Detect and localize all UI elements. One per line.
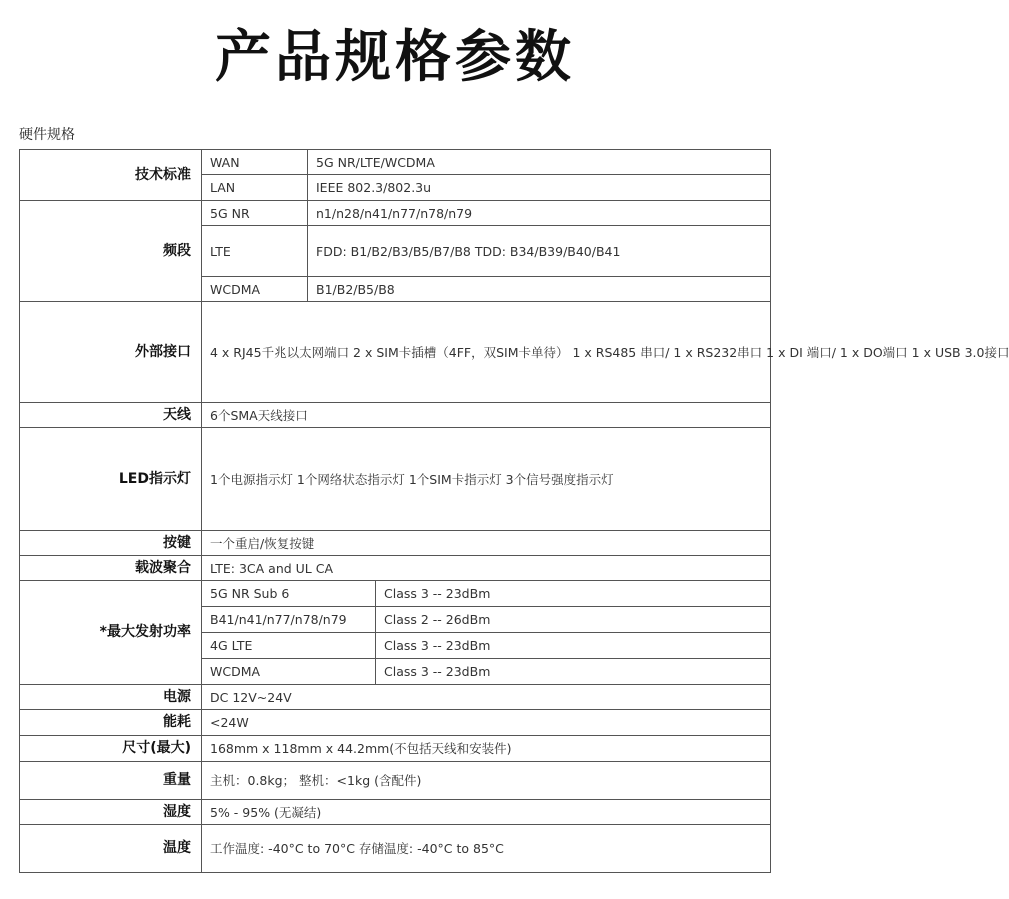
row-label-supply: 电源	[20, 685, 202, 710]
cell-value: B1/B2/B5/B8	[308, 277, 771, 302]
cell-value: Class 3 -- 23dBm	[376, 659, 771, 685]
cell-value: Class 3 -- 23dBm	[376, 633, 771, 659]
page-title: 产品规格参数	[215, 25, 575, 90]
cell-key: LTE	[202, 226, 308, 277]
cell-value: FDD: B1/B2/B3/B5/B7/B8 TDD: B34/B39/B40/B41	[308, 226, 771, 277]
cell-key: 5G NR Sub 6	[202, 581, 376, 607]
cell-key: 5G NR	[202, 201, 308, 226]
cell-value: 1个电源指示灯 1个网络状态指示灯 1个SIM卡指示灯 3个信号强度指示灯	[202, 428, 771, 531]
cell-value: 4 x RJ45千兆以太网端口 2 x SIM卡插槽（4FF，双SIM卡单待） 1 x RS485 串口/ 1 x RS232串口 1 x DI 端口/ 1 x DO端口 1 x USB 3.0接口	[202, 302, 771, 403]
row-label-antenna: 天线	[20, 403, 202, 428]
cell-value: DC 12V~24V	[202, 685, 771, 710]
row-label-led: LED指示灯	[20, 428, 202, 531]
table-row	[20, 825, 771, 873]
table-row	[20, 201, 771, 226]
cell-value: LTE: 3CA and UL CA	[202, 556, 771, 581]
cell-value: <24W	[202, 710, 771, 736]
spec-table	[19, 149, 1009, 873]
table-row	[20, 800, 771, 825]
cell-value: Class 3 -- 23dBm	[376, 581, 771, 607]
row-label-tech: 技术标准	[20, 150, 202, 201]
cell-key: WCDMA	[202, 277, 308, 302]
cell-value: 一个重启/恢复按键	[202, 531, 771, 556]
table-row	[20, 531, 771, 556]
row-label-size: 尺寸(最大)	[20, 736, 202, 762]
row-label-ports: 外部接口	[20, 302, 202, 403]
table-row	[20, 736, 771, 762]
table-row	[20, 685, 771, 710]
cell-value: 6个SMA天线接口	[202, 403, 771, 428]
row-label-button: 按键	[20, 531, 202, 556]
table-row	[20, 762, 771, 800]
cell-value: Class 2 -- 26dBm	[376, 607, 771, 633]
table-row	[20, 581, 771, 607]
table-row	[20, 428, 771, 531]
section-title: 硬件规格	[19, 127, 75, 143]
row-label-ca: 载波聚合	[20, 556, 202, 581]
row-label-weight: 重量	[20, 762, 202, 800]
cell-key: WAN	[202, 150, 308, 175]
cell-value: 工作温度: -40°C to 70°C 存储温度: -40°C to 85°C	[202, 825, 771, 873]
table-row	[20, 302, 771, 403]
cell-value: 5% - 95% (无凝结)	[202, 800, 771, 825]
cell-value: IEEE 802.3/802.3u	[308, 175, 771, 201]
cell-value: 主机：0.8kg； 整机：<1kg (含配件)	[202, 762, 771, 800]
cell-key: LAN	[202, 175, 308, 201]
row-label-tx-power: *最大发射功率	[20, 581, 202, 685]
row-label-temperature: 温度	[20, 825, 202, 873]
row-label-consumption: 能耗	[20, 710, 202, 736]
table-row	[20, 403, 771, 428]
row-label-band: 频段	[20, 201, 202, 302]
cell-value: n1/n28/n41/n77/n78/n79	[308, 201, 771, 226]
table-row	[20, 710, 771, 736]
table-row	[20, 556, 771, 581]
cell-key: 4G LTE	[202, 633, 376, 659]
cell-key: B41/n41/n77/n78/n79	[202, 607, 376, 633]
cell-value: 168mm x 118mm x 44.2mm(不包括天线和安装件)	[202, 736, 771, 762]
cell-value: 5G NR/LTE/WCDMA	[308, 150, 771, 175]
row-label-humidity: 湿度	[20, 800, 202, 825]
cell-key: WCDMA	[202, 659, 376, 685]
table-row	[20, 150, 771, 175]
